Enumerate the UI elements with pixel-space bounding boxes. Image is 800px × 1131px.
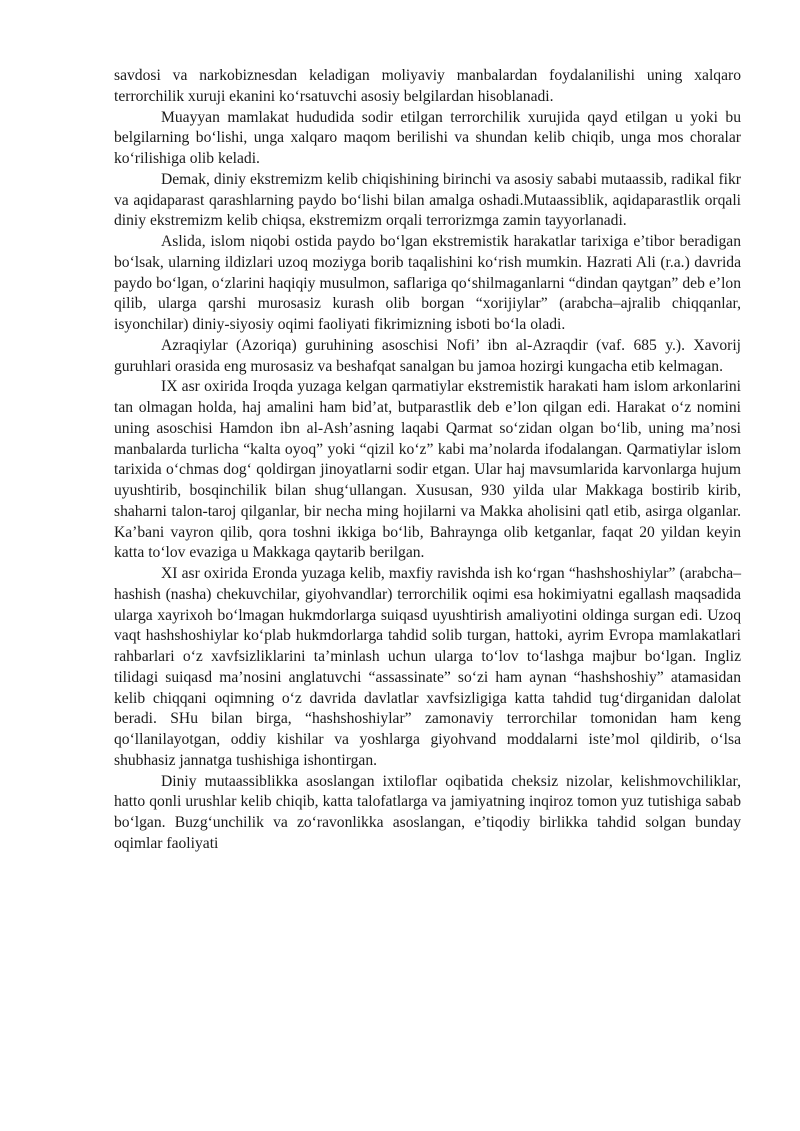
paragraph-religious-fanaticism: Diniy mutaassiblikka asoslangan ixtiloflar oqibatida cheksiz nizolar, kelishmovchiliklar, hatto qonli urushlar kelib chiqib, katta talofatlarga va jamiyatning inqiroz tomon yuz tutishiga sabab boʻlgan. Buzgʻunchilik va zoʻravonlikka asoslangan, e’tiqodiy birlikka tahdid solgan bunday oqimlar faoliyati — [114, 772, 741, 852]
paragraph-extremism-causes: Demak, diniy ekstremizm kelib chiqishining birinchi va asosiy sababi mutaassib, radikal fikr va aqidaparast qarashlarning paydo boʻlishi bilan amalga oshadi.Mutaassiblik, aqidaparastlik orqali diniy ekstremizm kelib chiqsa, ekstremizm orqali terrorizmga zamin tayyorlanadi. — [114, 170, 741, 230]
paragraph-qarmatiylar: IX asr oxirida Iroqda yuzaga kelgan qarmatiylar ekstremistik harakati ham islom arkonlarini tan olmagan holda, haj amalini ham bid’at, butparastlik deb e’lon qilgan edi. Harakat oʻz nomini uning asoschisi Hamdon ibn al-Ash’asning laqabi Qarmat soʻzidan olgan boʻlib, uning ma’nosi manbalarda turlicha “kalta oyoq” yoki “qizil koʻz” kabi ma’nolarda ifodalangan. Qarmatiylar islom tarixida oʻchmas dogʻ qoldirgan jinoyatlarni sodir etgan. Ular haj mavsumlarida karvonlarga hujum uyushtirib, bosqinchilik bilan shugʻullangan. Xususan, 930 yilda ular Makkaga bostirib kirib, shaharni talon-taroj qilganlar, bir necha ming hojilarni va Makka aholisini qatl etib, asirga olganlar. Ka’bani vayron qilib, qora toshni ikkiga boʻlib, Bahraynga olib ketganlar, faqat 20 yildan keyin katta toʻlov evaziga u Makkaga qaytarib berilgan. — [114, 378, 741, 562]
document-page — [114, 66, 741, 855]
paragraph-hashshoshiylar: XI asr oxirida Eronda yuzaga kelib, maxfiy ravishda ish koʻrgan “hashshoshiylar” (arabcha–hashish (nasha) chekuvchilar, giyohvandlar) terrorchilik oqimi esa hokimiyatni egallash maqsadida ularga xayrixoh boʻlmagan hukmdorlarga suiqasd uyushtirish amaliyotini oldinga surgan edi. Uzoq vaqt hashshoshiylar koʻplab hukmdorlarga tahdid solib turgan, hattoki, ayrim Evropa mamlakatlari rahbarlari oʻz xavfsizliklarini ta’minlash uchun ularga toʻlov toʻlashga majbur boʻlgan. Ingliz tilidagi suiqasd ma’nosini anglatuvchi “assassinate” soʻzi ham aynan “hashshoshiy” atamasidan kelib chiqqani oqimning oʻz davrida davlatlar xavfsizligiga katta tahdid tugʻdirganidan dalolat beradi. SHu bilan birga, “hashshoshiylar” zamonaviy terrorchilar tomonidan ham keng qoʻllanilayotgan, oddiy kishilar va yoshlarga giyohvand moddalarni iste’mol qildirib, oʻlsa shubhasiz jannatga tushishiga ishontirgan. — [114, 565, 741, 769]
paragraph-azraqiylar: Azraqiylar (Azoriqa) guruhining asoschisi Nofi’ ibn al-Azraqdir (vaf. 685 y.). Xavorij guruhlari orasida eng murosasiz va beshafqat sanalgan bu jamoa hozirgi kungacha etib kelmagan. — [114, 336, 741, 375]
paragraph-continued: savdosi va narkobiznesdan keladigan moliyaviy manbalardan foydalanilishi uning xalqaro terrorchilik xuruji ekanini koʻrsatuvchi asosiy belgilardan hisoblanadi. — [114, 67, 741, 105]
paragraph-international-status: Muayyan mamlakat hududida sodir etilgan terrorchilik xurujida qayd etilgan u yoki bu belgilarning boʻlishi, unga xalqaro maqom berilishi va shundan kelib chiqib, unga mos choralar koʻrilishiga olib keladi. — [114, 108, 741, 167]
paragraph-kharijites: Aslida, islom niqobi ostida paydo boʻlgan ekstremistik harakatlar tarixiga e’tibor beradigan boʻlsak, ularning ildizlari uzoq moziyga borib taqalishini koʻrish mumkin. Hazrati Ali (r.a.) davrida paydo boʻlgan, oʻzlarini haqiqiy musulmon, saflariga qoʻshilmaganlarni “dindan qaytgan” deb e’lon qilib, ularga qarshi murosasiz kurash olib borgan “xorijiylar” (arabcha–ajralib chiqqanlar, isyonchilar) diniy-siyosiy oqimi faoliyati fikrimizning isboti boʻla oladi. — [114, 233, 741, 333]
